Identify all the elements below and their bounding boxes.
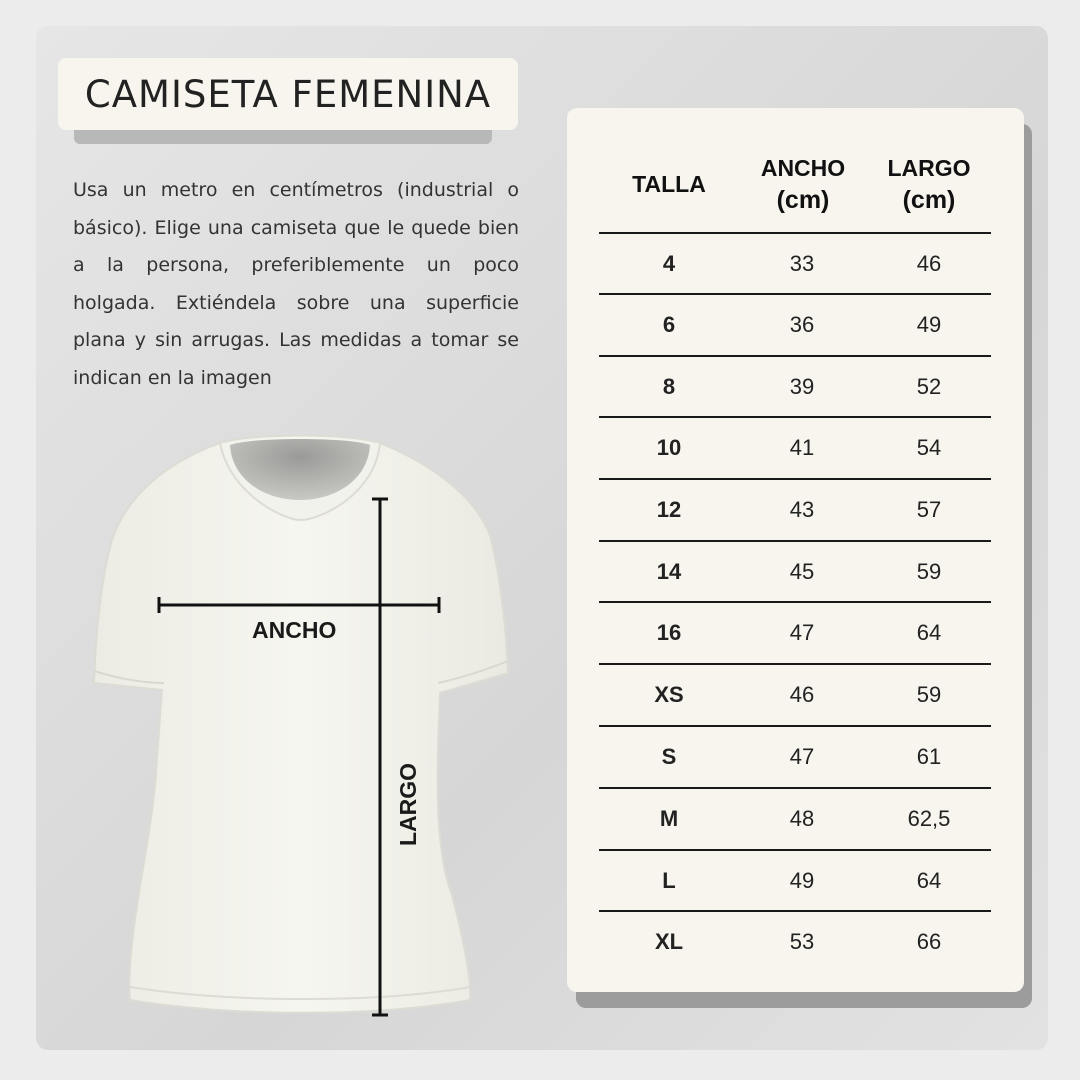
table-row	[599, 478, 991, 540]
width-cell: 53	[789, 929, 815, 954]
size-cell: XL	[654, 929, 684, 954]
table-row	[599, 355, 991, 417]
table-row	[599, 725, 991, 787]
table-row	[599, 787, 991, 849]
measurement-lines	[80, 425, 520, 1025]
size-cell: 14	[656, 559, 682, 584]
length-cell: 64	[916, 868, 942, 893]
size-cell: M	[659, 806, 679, 831]
length-cell: 52	[916, 374, 942, 399]
length-cell: 64	[916, 620, 942, 645]
width-cell: 48	[789, 806, 815, 831]
header-size: TALLA	[632, 171, 706, 197]
width-cell: 46	[789, 682, 815, 707]
width-cell: 33	[789, 251, 815, 276]
table-row	[599, 663, 991, 725]
length-cell: 57	[916, 497, 942, 522]
size-cell: 4	[662, 251, 676, 276]
table-row	[599, 540, 991, 602]
length-cell: 61	[916, 744, 942, 769]
length-cell: 59	[916, 559, 942, 584]
size-cell: S	[661, 744, 677, 769]
instructions-text: Usa un metro en centímetros (industrial o básico). Elige una camiseta que le quede bien a la persona, preferiblemente un poco holgada. Extiéndela sobre una superficie plana y sin arrugas. Las medidas a tomar se indican en la imagen	[73, 179, 519, 389]
length-cell: 46	[916, 251, 942, 276]
width-cell: 47	[789, 620, 815, 645]
page-title: CAMISETA FEMENINA	[84, 72, 492, 116]
header-width-title: ANCHO	[760, 155, 846, 181]
length-cell: 49	[916, 312, 942, 337]
table-row	[599, 416, 991, 478]
size-cell: XS	[654, 682, 684, 707]
width-cell: 47	[789, 744, 815, 769]
width-cell: 43	[789, 497, 815, 522]
size-cell: 12	[656, 497, 682, 522]
length-cell: 54	[916, 435, 942, 460]
table-row	[599, 910, 991, 972]
size-cell: L	[662, 868, 676, 893]
table-row	[599, 601, 991, 663]
width-cell: 45	[789, 559, 815, 584]
size-cell: 16	[656, 620, 682, 645]
length-label: LARGO	[395, 762, 421, 846]
width-cell: 49	[789, 868, 815, 893]
title-box	[58, 58, 518, 130]
size-cell: 6	[662, 312, 676, 337]
table-row	[599, 293, 991, 355]
width-label: ANCHO	[252, 617, 337, 643]
length-cell: 66	[916, 929, 942, 954]
header-width-unit: (cm)	[776, 186, 830, 214]
length-cell: 59	[916, 682, 942, 707]
width-cell: 36	[789, 312, 815, 337]
tshirt-diagram	[80, 425, 520, 1025]
header-length-title: LARGO	[887, 155, 971, 181]
table-row	[599, 849, 991, 911]
width-cell: 41	[789, 435, 815, 460]
length-cell: 62,5	[907, 806, 951, 831]
header-length-unit: (cm)	[902, 186, 956, 214]
size-cell: 8	[662, 374, 676, 399]
width-cell: 39	[789, 374, 815, 399]
table-row	[599, 232, 991, 294]
header-length	[879, 152, 979, 216]
header-width	[752, 152, 854, 216]
size-cell: 10	[656, 435, 682, 460]
